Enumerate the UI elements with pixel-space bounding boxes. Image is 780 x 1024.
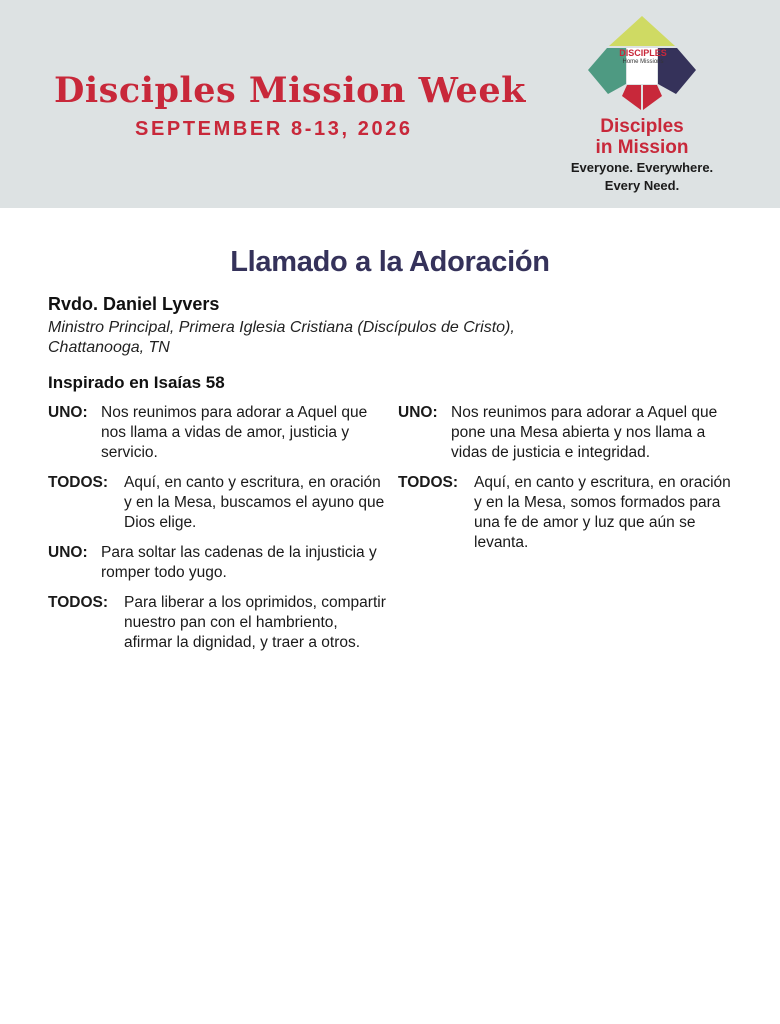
brand-tagline-line1: Everyone. Everywhere. [570, 160, 714, 175]
litany-text: Para soltar las cadenas de la injusticia y romper todo yugo. [101, 544, 377, 581]
logo-bottom-left-segment [622, 85, 641, 110]
litany-left-column [48, 403, 390, 663]
author-name: Rvdo. Daniel Lyvers [48, 294, 220, 314]
speaker-label: TODOS: [48, 474, 108, 491]
litany-entry [48, 403, 390, 463]
logo-bottom-right-segment [643, 85, 662, 110]
litany-entry [48, 543, 390, 583]
litany-entry [48, 593, 390, 653]
litany-text: Nos reunimos para adorar a Aquel que nos llama a vidas de amor, justicia y servicio. [101, 404, 368, 461]
brand-block [560, 116, 724, 194]
litany-text: Aquí, en canto y escritura, en oración y en la Mesa, buscamos el ayuno que Dios elige. [124, 474, 385, 531]
page-heading: Llamado a la Adoración [230, 246, 550, 278]
brand-tagline-line2: Every Need. [604, 178, 680, 193]
litany-entry [398, 473, 740, 553]
logo-label [612, 48, 674, 66]
litany-text: Aquí, en canto y escritura, en oración y en la Mesa, somos formados para una fe de amor y luz que aún se levanta. [474, 474, 731, 551]
header-banner [0, 0, 780, 208]
author-role-line2: Chattanooga, TN [48, 339, 170, 356]
speaker-label: TODOS: [398, 474, 458, 491]
speaker-label: TODOS: [48, 594, 108, 611]
author-role [48, 318, 688, 358]
speaker-label: UNO: [398, 404, 438, 421]
speaker-label: UNO: [48, 404, 88, 421]
logo-label-line2: Home Missions [622, 59, 664, 65]
logo-top-segment [609, 16, 675, 46]
litany-entry [48, 473, 390, 533]
event-title: Disciples Mission Week [54, 70, 526, 111]
litany-text: Nos reunimos para adorar a Aquel que pone una Mesa abierta y nos llama a vidas de justicia e integridad. [451, 404, 718, 461]
litany-text: Para liberar a los oprimidos, compartir nuestro pan con el hambriento, afirmar la dignidad, y traer a otros. [124, 594, 386, 651]
litany-entry [398, 403, 740, 463]
disciples-logo-icon [586, 14, 698, 118]
logo-label-line1: DISCIPLES [619, 48, 667, 58]
brand-name-line2: in Mission [595, 137, 689, 158]
event-dates: SEPTEMBER 8-13, 2026 [135, 118, 413, 140]
brand-name-line1: Disciples [600, 116, 684, 137]
scripture-reference: Inspirado en Isaías 58 [48, 373, 225, 392]
litany-right-column [398, 403, 740, 563]
speaker-label: UNO: [48, 544, 88, 561]
author-role-line1: Ministro Principal, Primera Iglesia Cristiana (Discípulos de Cristo), [48, 319, 515, 336]
